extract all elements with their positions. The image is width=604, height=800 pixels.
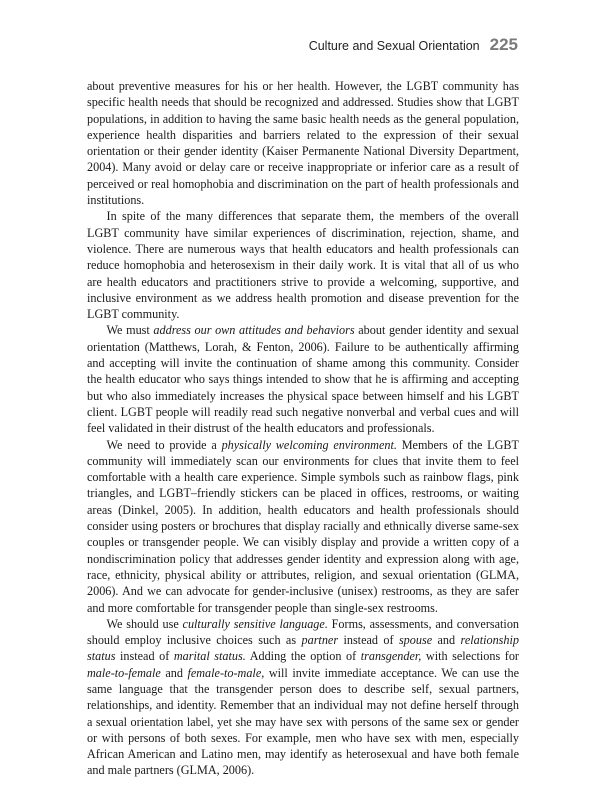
text-run: Adding the option of [245, 649, 361, 664]
text-run: We must [106, 323, 154, 338]
text-run: We should use [106, 616, 183, 631]
italic-text: physically welcoming environment. [221, 437, 397, 452]
text-run: instead of [115, 649, 174, 664]
text-run: about gender identity and sexual orientation (Matthews, Lorah, & Fenton, 2006). Failure to be authentically affirming and accepting will invite the continuation of shame among this community. Consider the health educator who says things intended to show that he is affirming and accepting but who also immediately increases the physical space between himself and his LGBT client. LGBT people will readily read such negative nonverbal and verbal cues and will feel validated in their distrust of the health educators and professionals. [87, 323, 519, 436]
text-run: instead of [338, 633, 399, 648]
italic-text: marital status. [173, 649, 246, 664]
text-run: and [432, 633, 461, 648]
text-run: Members of the LGBT community will immediately scan our environments for clues that invite them to feel comfortable with a health care experience. Simple symbols such as rainbow flags, pink triangles, and LGBT–friendly stickers can be placed in offices, restrooms, or waiting areas (Dinkel, 2005). In addition, health educators and health professionals should consider using posters or brochures that display racially and ethnically diverse same-sex couples or transgender people. We can visibly display and provide a written copy of a nondiscrimination policy that addresses gender identity and expression along with age, race, ethnicity, physical ability or attributes, religion, and sexual orientation (GLMA, 2006). And we can advocate for gender-inclusive (unisex) restrooms, as they are safer and more comfortable for transgender people than single-sex restrooms. [87, 437, 519, 615]
italic-text: relationship status [87, 633, 519, 664]
running-title: Culture and Sexual Orientation [308, 39, 480, 53]
italic-text: spouse [398, 633, 433, 648]
paragraph [87, 78, 519, 208]
paragraph [87, 322, 519, 436]
text-run: In spite of the many differences that separate them, the members of the overall LGBT community have similar experiences of discrimination, rejection, shame, and violence. There are numerous ways that health educators and health professionals can reduce homophobia and heterosexism in their daily work. It is vital that all of us who are health educators and practitioners strive to provide a welcoming, supportive, and inclusive environment as we address health promotion and disease prevention for the LGBT community. [87, 209, 519, 322]
body-text [87, 78, 519, 779]
running-head [309, 35, 518, 55]
paragraph [87, 437, 519, 616]
page-number: 225 [489, 35, 518, 54]
italic-text: female-to-male, [187, 665, 265, 680]
paragraph [87, 208, 519, 322]
italic-text: male-to-female [87, 665, 161, 680]
italic-text: transgender, [360, 649, 422, 664]
paragraph [87, 616, 519, 779]
text-run: We need to provide a [106, 437, 222, 452]
text-run: will invite immediate acceptance. We can use the same language that the transgender person does to describe self, sexual partners, relationships, and identity. Remember that an individual may not define herself through a sexual orientation label, yet she may have sex with persons of the same sex or gender or with persons of both sexes. For example, men who have sex with men, especially African American and Latino men, may identify as heterosexual and have both female and male partners (GLMA, 2006). [87, 665, 519, 778]
text-run: about preventive measures for his or her health. However, the LGBT community has specific health needs that should be recognized and addressed. Studies show that LGBT populations, in addition to having the same basic health needs as the general population, experience health disparities and barriers related to the expression of their sexual orientation or their gender identity (Kaiser Permanente National Diversity Department, 2004). Many avoid or delay care or receive inappropriate or inferior care as a result of perceived or real homophobia and discrimination on the part of health professionals and institutions. [87, 79, 519, 208]
text-run: Forms, assessments, and conversation should employ inclusive choices such as [87, 616, 520, 648]
italic-text: culturally sensitive language. [182, 616, 328, 631]
text-run: with selections for [421, 649, 519, 664]
italic-text: address our own attitudes and behaviors [153, 323, 355, 338]
italic-text: partner [301, 633, 339, 648]
text-run: and [160, 665, 188, 680]
